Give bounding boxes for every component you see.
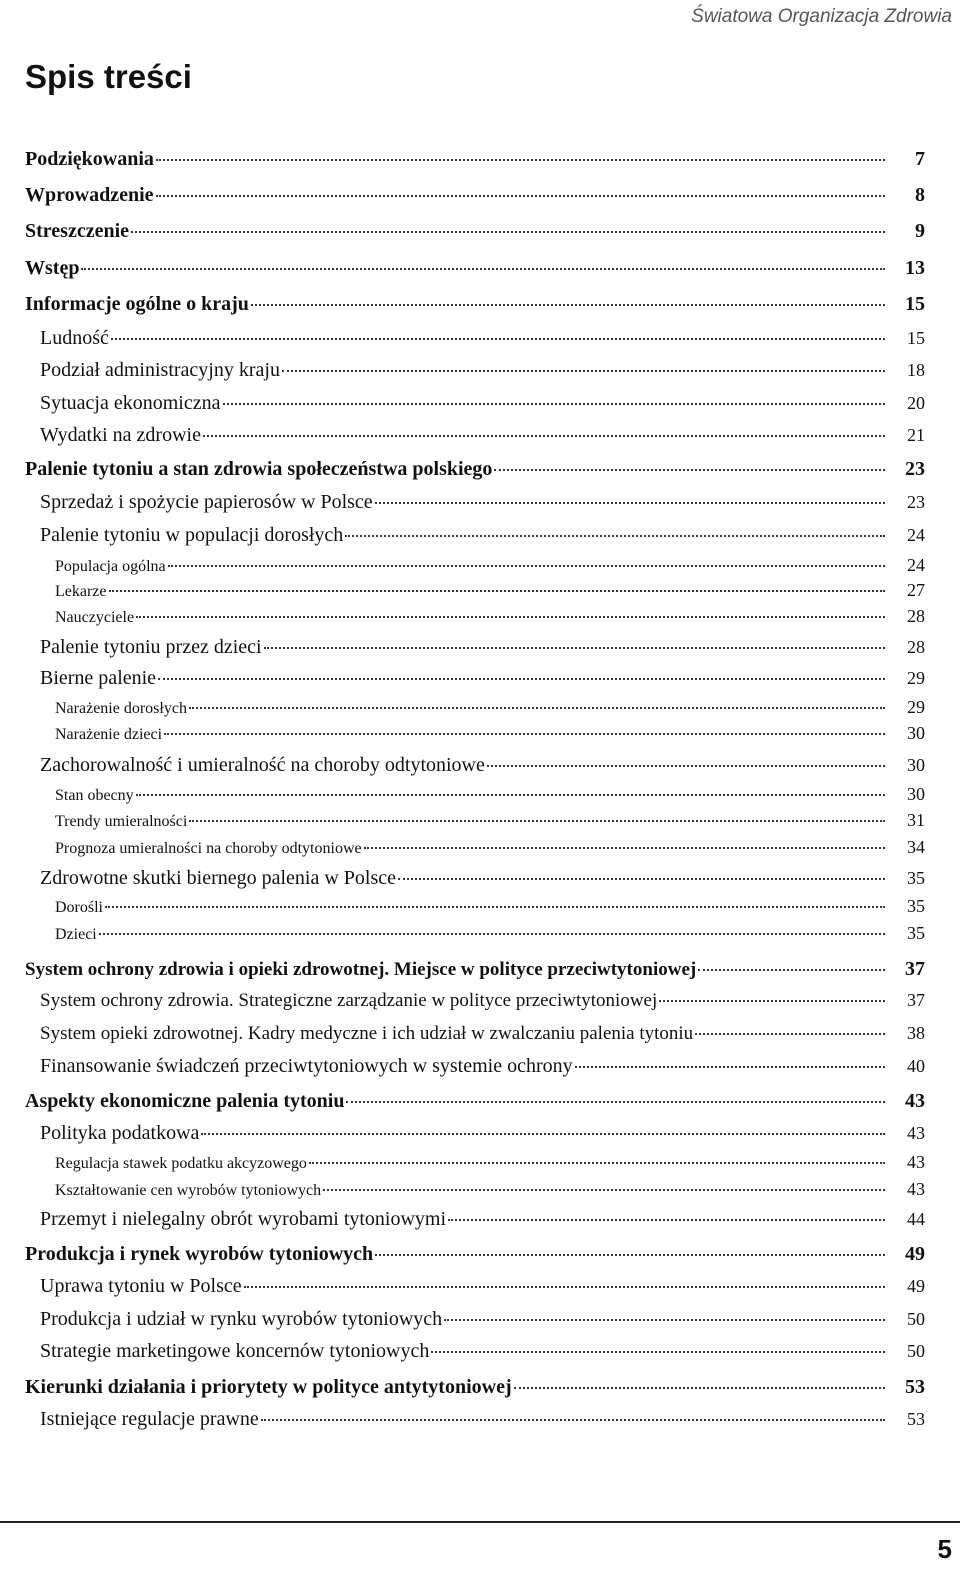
toc-entry-page: 29 xyxy=(907,697,925,717)
toc-entry-page: 30 xyxy=(907,784,925,804)
toc-entry xyxy=(40,424,925,447)
dot-leader xyxy=(487,765,885,767)
toc-entry-title: Wprowadzenie xyxy=(25,184,154,206)
dot-leader xyxy=(136,616,885,618)
dot-leader xyxy=(244,1286,885,1288)
toc-entry-title: Stan obecny xyxy=(55,787,134,804)
toc-entry xyxy=(40,667,925,690)
toc-entry-title: Streszczenie xyxy=(25,220,130,242)
toc-entry-title: Dzieci xyxy=(55,926,97,943)
dot-leader xyxy=(99,933,885,935)
toc-entry xyxy=(25,148,925,171)
toc-entry xyxy=(40,1208,925,1231)
dot-leader xyxy=(203,435,885,437)
toc-entry xyxy=(25,958,925,981)
toc-entry xyxy=(40,359,925,382)
toc-entry xyxy=(40,867,925,890)
toc-entry xyxy=(40,1055,925,1078)
toc-entry-title: Zachorowalność i umieralność na choroby odtytoniowe xyxy=(40,754,485,776)
toc-entry-title: Ludność xyxy=(40,327,109,349)
dot-leader xyxy=(345,535,885,537)
dot-leader xyxy=(81,268,885,270)
toc-entry xyxy=(25,1090,925,1113)
dot-leader xyxy=(261,1419,885,1421)
toc-entry-page: 23 xyxy=(905,458,925,480)
toc-entry-title: Palenie tytoniu w populacji dorosłych xyxy=(40,524,344,546)
dot-leader xyxy=(201,1133,885,1135)
dot-leader xyxy=(164,733,885,735)
dot-leader xyxy=(131,231,885,233)
page-number: 5 xyxy=(937,1534,952,1564)
toc-entry xyxy=(40,1408,925,1431)
toc-entry-page: 35 xyxy=(907,896,925,916)
toc-entry-page: 27 xyxy=(907,580,925,600)
toc-entry xyxy=(40,754,925,777)
toc-entry-page: 28 xyxy=(907,637,925,657)
toc-entry-title: Informacje ogólne o kraju xyxy=(25,293,249,315)
toc-entry xyxy=(40,990,925,1012)
toc-entry-page: 49 xyxy=(907,1276,925,1296)
toc-entry xyxy=(40,1023,925,1045)
toc-entry xyxy=(25,184,925,207)
toc-entry-title: Nauczyciele xyxy=(55,609,135,626)
toc-entry xyxy=(25,220,925,243)
dot-leader xyxy=(189,820,885,822)
toc-entry-page: 13 xyxy=(905,257,925,279)
dot-leader xyxy=(309,1162,885,1164)
dot-leader xyxy=(189,707,885,709)
toc-entry xyxy=(55,837,925,858)
toc-entry-page: 34 xyxy=(907,837,925,857)
toc-entry xyxy=(55,723,925,744)
toc-entry-title: Trendy umieralności xyxy=(55,813,188,830)
dot-leader xyxy=(156,195,885,197)
toc-entry-title: Prognoza umieralności na choroby odtytoniowe xyxy=(55,840,362,857)
toc-entry-page: 53 xyxy=(907,1409,925,1429)
toc-entry-title: System ochrony zdrowia. Strategiczne zarządzanie w polityce przeciwtytoniowej xyxy=(40,990,658,1011)
toc-entry-title: Produkcja i rynek wyrobów tytoniowych xyxy=(25,1243,374,1265)
toc-entry-page: 53 xyxy=(905,1376,925,1398)
toc-entry-title: Narażenie dzieci xyxy=(55,726,163,743)
dot-leader xyxy=(494,469,885,471)
toc-entry-title: System ochrony zdrowia i opieki zdrowotnej. Miejsce w polityce przeciwtytoniowej xyxy=(25,959,697,980)
dot-leader xyxy=(109,590,885,592)
dot-leader xyxy=(431,1351,885,1353)
toc-entry-page: 37 xyxy=(907,990,925,1010)
dot-leader xyxy=(375,1254,885,1256)
toc-entry-title: Palenie tytoniu a stan zdrowia społeczeństwa polskiego xyxy=(25,458,493,480)
toc-entry-page: 29 xyxy=(907,668,925,688)
toc-entry xyxy=(55,697,925,718)
toc-entry xyxy=(55,580,925,601)
dot-leader xyxy=(111,338,885,340)
dot-leader xyxy=(575,1066,885,1068)
toc-entry-page: 15 xyxy=(907,328,925,348)
dot-leader xyxy=(698,969,885,971)
dot-leader xyxy=(448,1219,885,1221)
toc-entry xyxy=(40,1340,925,1363)
toc-entry-title: Finansowanie świadczeń przeciwtytoniowych w systemie ochrony xyxy=(40,1055,573,1077)
toc-entry-page: 50 xyxy=(907,1341,925,1361)
dot-leader xyxy=(158,678,885,680)
dot-leader xyxy=(375,502,885,504)
toc-entry xyxy=(55,810,925,831)
toc-entry xyxy=(55,1179,925,1200)
toc-entry-page: 43 xyxy=(907,1152,925,1172)
toc-entry-page: 7 xyxy=(915,148,925,170)
toc-entry-page: 43 xyxy=(905,1090,925,1112)
dot-leader xyxy=(364,847,885,849)
dot-leader xyxy=(264,647,885,649)
toc-entry xyxy=(25,1376,925,1399)
toc-entry xyxy=(40,524,925,547)
toc-entry-title: Aspekty ekonomiczne palenia tytoniu xyxy=(25,1090,345,1112)
toc-entry xyxy=(40,1122,925,1145)
toc-entry-title: System opieki zdrowotnej. Kadry medyczne i ich udział w zwalczaniu palenia tytoniu xyxy=(40,1023,694,1044)
toc-entry xyxy=(55,606,925,627)
toc-entry-page: 31 xyxy=(907,810,925,830)
toc-entry-title: Sprzedaż i spożycie papierosów w Polsce xyxy=(40,491,373,513)
dot-leader xyxy=(346,1101,885,1103)
dot-leader xyxy=(398,878,885,880)
toc-entry-page: 30 xyxy=(907,755,925,775)
dot-leader xyxy=(105,906,885,908)
toc-entry-page: 23 xyxy=(907,492,925,512)
toc-entry xyxy=(40,636,925,659)
toc-entry-page: 9 xyxy=(915,220,925,242)
toc-entry-page: 24 xyxy=(907,525,925,545)
dot-leader xyxy=(136,794,885,796)
toc-entry-title: Dorośli xyxy=(55,899,103,916)
toc-entry-title: Kierunki działania i priorytety w polityce antytytoniowej xyxy=(25,1376,512,1398)
toc-entry-page: 8 xyxy=(915,184,925,206)
toc-entry xyxy=(40,491,925,514)
toc-entry-page: 21 xyxy=(907,425,925,445)
toc-entry xyxy=(40,327,925,350)
toc-entry xyxy=(55,923,925,944)
dot-leader xyxy=(282,370,885,372)
toc-entry-page: 43 xyxy=(907,1123,925,1143)
dot-leader xyxy=(168,565,885,567)
toc-entry-page: 18 xyxy=(907,360,925,380)
toc-entry-page: 44 xyxy=(907,1209,925,1229)
dot-leader xyxy=(251,304,885,306)
toc-entry-title: Uprawa tytoniu w Polsce xyxy=(40,1275,242,1297)
dot-leader xyxy=(514,1387,885,1389)
toc-entry xyxy=(40,392,925,415)
toc-entry xyxy=(40,1275,925,1298)
toc-entry-title: Narażenie dorosłych xyxy=(55,700,187,717)
dot-leader xyxy=(223,403,886,405)
toc-entry-title: Bierne palenie xyxy=(40,667,157,689)
toc-entry-page: 38 xyxy=(907,1023,925,1043)
toc-entry-title: Przemyt i nielegalny obrót wyrobami tytoniowymi xyxy=(40,1208,447,1230)
toc-entry xyxy=(40,1308,925,1331)
toc-entry-page: 35 xyxy=(907,868,925,888)
toc-entry-title: Sytuacja ekonomiczna xyxy=(40,392,221,414)
page-title: Spis treści xyxy=(25,58,192,95)
toc-entry-title: Populacja ogólna xyxy=(55,558,166,575)
toc-entry-title: Polityka podatkowa xyxy=(40,1122,200,1144)
toc-entry-title: Strategie marketingowe koncernów tytoniowych xyxy=(40,1340,430,1362)
dot-leader xyxy=(659,1000,885,1002)
toc-entry-page: 35 xyxy=(907,923,925,943)
toc-entry xyxy=(25,257,925,280)
toc-entry-page: 28 xyxy=(907,606,925,626)
toc-entry-title: Produkcja i udział w rynku wyrobów tytoniowych xyxy=(40,1308,443,1330)
dot-leader xyxy=(444,1319,885,1321)
toc-entry-title: Zdrowotne skutki biernego palenia w Polsce xyxy=(40,867,397,889)
toc-entry-page: 37 xyxy=(905,958,925,980)
toc-entry-page: 49 xyxy=(905,1243,925,1265)
toc-entry xyxy=(55,555,925,576)
toc-entry xyxy=(25,293,925,316)
toc-entry-title: Lekarze xyxy=(55,583,107,600)
toc-entry-title: Podziękowania xyxy=(25,148,154,170)
toc-entry xyxy=(55,896,925,917)
dot-leader xyxy=(323,1189,885,1191)
toc-entry-page: 15 xyxy=(905,293,925,315)
toc-entry-title: Wydatki na zdrowie xyxy=(40,424,201,446)
toc-entry-page: 30 xyxy=(907,723,925,743)
toc-entry-page: 20 xyxy=(907,393,925,413)
toc-entry-title: Wstęp xyxy=(25,257,80,279)
running-header: Światowa Organizacja Zdrowia xyxy=(691,6,952,27)
toc-entry xyxy=(25,1243,925,1266)
toc-entry-title: Kształtowanie cen wyrobów tytoniowych xyxy=(55,1182,322,1199)
toc-entry-page: 40 xyxy=(907,1056,925,1076)
toc-entry-page: 43 xyxy=(907,1179,925,1199)
toc-entry-page: 50 xyxy=(907,1309,925,1329)
footer-divider xyxy=(0,1521,960,1523)
toc-entry-title: Palenie tytoniu przez dzieci xyxy=(40,636,262,658)
dot-leader xyxy=(156,159,885,161)
toc-entry-page: 24 xyxy=(907,555,925,575)
toc-entry xyxy=(55,1152,925,1173)
dot-leader xyxy=(695,1033,885,1035)
toc-entry xyxy=(25,458,925,481)
toc-entry-title: Istniejące regulacje prawne xyxy=(40,1408,259,1430)
toc-entry xyxy=(55,784,925,805)
toc-entry-title: Regulacja stawek podatku akcyzowego xyxy=(55,1155,307,1172)
toc-entry-title: Podział administracyjny kraju xyxy=(40,359,280,381)
